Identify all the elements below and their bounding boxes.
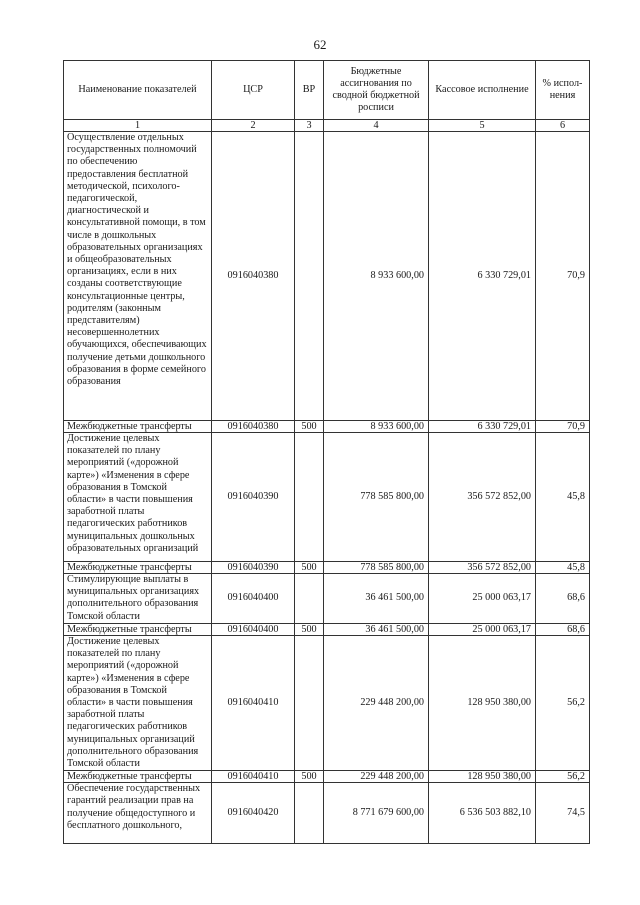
table-row [64,421,590,433]
cell-cash: 25 000 063,17 [429,624,536,636]
cell-budget: 36 461 500,00 [324,624,429,636]
cell-vr [295,433,324,562]
cell-pct: 45,8 [536,562,590,574]
column-number: 1 [64,120,212,132]
cell-csr: 0916040410 [212,771,295,783]
column-number-row [64,120,590,132]
cell-csr: 0916040380 [212,132,295,421]
cell-cash: 6 330 729,01 [429,132,536,421]
cell-cash: 6 536 503 882,10 [429,783,536,844]
cell-pct: 56,2 [536,771,590,783]
table-row [64,433,590,562]
cell-cash: 6 330 729,01 [429,421,536,433]
cell-pct: 68,6 [536,574,590,624]
cell-csr: 0916040390 [212,562,295,574]
cell-name: Осуществление отдельных государственных полномочий по обеспечению предоставления бесплатной методической, психолого-педагогической, диагностической и консультативной помощи, в том числе в дошкольных образовательных организациях и общеобразовательных организациях, если в них созданы соответствующие консультационные центры, родителям (законным представителям) несовершеннолетних обучающихся, обеспечивающих получение детьми дошкольного образования в форме семейного образования [64,132,212,421]
cell-pct: 56,2 [536,636,590,771]
cell-vr [295,636,324,771]
header-csr: ЦСР [212,61,295,120]
cell-cash: 128 950 380,00 [429,636,536,771]
cell-budget: 229 448 200,00 [324,636,429,771]
header-cash: Кассовое исполнение [429,61,536,120]
budget-execution-table [63,60,590,844]
cell-name: Достижение целевых показателей по плану мероприятий («дорожной карте») «Изменения в сфере образования в Томской области» в части повышения заработной платы педагогических работников муниципальных организаций дополнительного образования Томской области [64,636,212,771]
cell-pct: 68,6 [536,624,590,636]
header-budget: Бюджетные ассигнования по сводной бюджетной росписи [324,61,429,120]
table-row [64,132,590,421]
cell-pct: 74,5 [536,783,590,844]
cell-name: Межбюджетные трансферты [64,624,212,636]
cell-name: Межбюджетные трансферты [64,771,212,783]
cell-vr [295,132,324,421]
cell-name: Обеспечение государственных гарантий реализации прав на получение общедоступного и бесплатного дошкольного, [64,783,212,844]
cell-name: Межбюджетные трансферты [64,562,212,574]
column-number: 3 [295,120,324,132]
cell-csr: 0916040380 [212,421,295,433]
cell-csr: 0916040400 [212,574,295,624]
cell-budget: 229 448 200,00 [324,771,429,783]
column-number: 2 [212,120,295,132]
cell-vr [295,574,324,624]
cell-cash: 356 572 852,00 [429,562,536,574]
table-row [64,562,590,574]
table-row [64,574,590,624]
column-number: 4 [324,120,429,132]
cell-pct: 70,9 [536,421,590,433]
cell-vr: 500 [295,771,324,783]
table-row [64,771,590,783]
cell-csr: 0916040400 [212,624,295,636]
cell-budget: 8 933 600,00 [324,421,429,433]
table-row [64,636,590,771]
cell-csr: 0916040390 [212,433,295,562]
cell-csr: 0916040420 [212,783,295,844]
cell-csr: 0916040410 [212,636,295,771]
cell-budget: 8 933 600,00 [324,132,429,421]
column-number: 5 [429,120,536,132]
table-row [64,624,590,636]
cell-cash: 25 000 063,17 [429,574,536,624]
cell-name: Стимулирующие выплаты в муниципальных организациях дополнительного образования Томской области [64,574,212,624]
page-number: 62 [313,37,327,52]
cell-vr: 500 [295,624,324,636]
table-row [64,783,590,844]
header-row [64,61,590,120]
header-name: Наименование показателей [64,61,212,120]
cell-name: Достижение целевых показателей по плану мероприятий («дорожной карте») «Изменения в сфере образования в Томской области» в части повышения заработной платы педагогических работников муниципальных дошкольных образовательных организаций [64,433,212,562]
header-vr: ВР [295,61,324,120]
column-number: 6 [536,120,590,132]
cell-budget: 778 585 800,00 [324,562,429,574]
header-pct: % испол-нения [536,61,590,120]
cell-name: Межбюджетные трансферты [64,421,212,433]
cell-vr [295,783,324,844]
cell-pct: 70,9 [536,132,590,421]
cell-pct: 45,8 [536,433,590,562]
cell-budget: 36 461 500,00 [324,574,429,624]
cell-vr: 500 [295,562,324,574]
cell-budget: 778 585 800,00 [324,433,429,562]
cell-budget: 8 771 679 600,00 [324,783,429,844]
cell-cash: 356 572 852,00 [429,433,536,562]
cell-vr: 500 [295,421,324,433]
cell-cash: 128 950 380,00 [429,771,536,783]
